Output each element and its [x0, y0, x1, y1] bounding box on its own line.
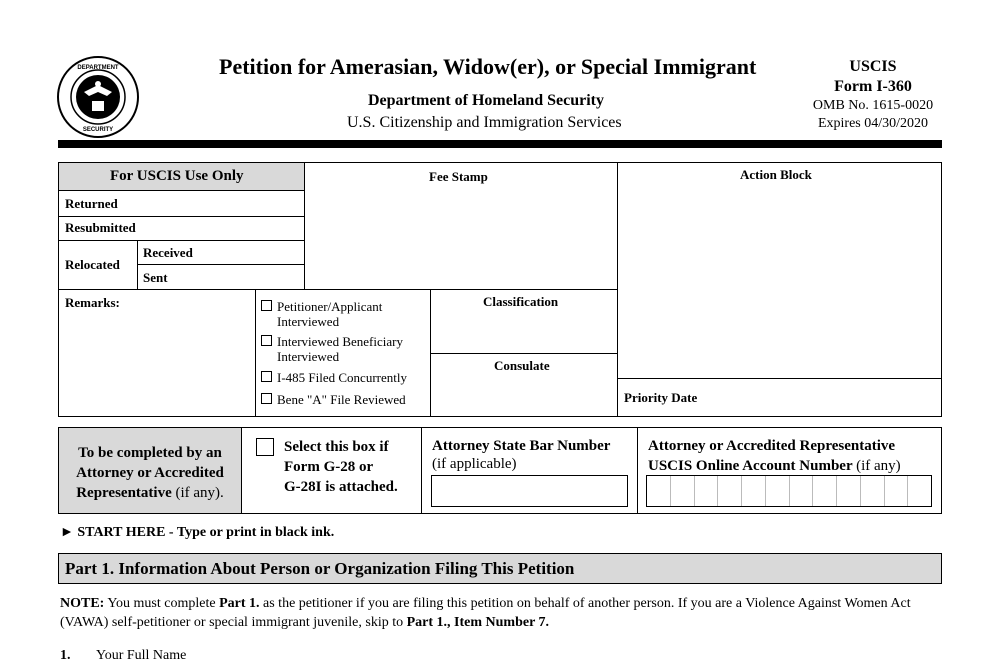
check-label: Bene "A" File Reviewed: [277, 392, 406, 407]
agency-name: U.S. Citizenship and Immigration Services: [347, 114, 622, 131]
divider: [58, 289, 305, 290]
part1-heading: Part 1. Information About Person or Organization Filing This Petition: [58, 553, 942, 584]
attorney-intro-paren: (if any).: [175, 485, 224, 501]
g28-attached-checkbox[interactable]: [256, 438, 274, 456]
bar-number-label: Attorney State Bar Number: [432, 438, 611, 454]
header-rule: [58, 140, 942, 148]
divider: [137, 240, 138, 290]
start-here-instruction: ► START HERE - Type or print in black ink.: [60, 525, 335, 540]
item-label: Your Full Name: [96, 648, 187, 663]
use-only-heading: For USCIS Use Only: [110, 168, 244, 184]
item-1: [60, 648, 186, 664]
check-label-cont: Interviewed: [277, 349, 340, 364]
divider: [304, 289, 618, 290]
interviewed-beneficiary-checkbox[interactable]: [261, 334, 403, 364]
received-label: Received: [143, 245, 193, 260]
check-label-cont: Interviewed: [277, 314, 340, 329]
department-name: Department of Homeland Security: [368, 92, 604, 109]
attorney-intro-line: [58, 483, 242, 503]
note-text: as the petitioner if you are filing this petition on behalf of another person. If you are a Violence Against Women Act (VAWA) self-petitioner or special immigrant juvenile, skip to: [60, 596, 911, 630]
interviewed-checkbox[interactable]: [261, 299, 382, 329]
returned-label: Returned: [65, 196, 118, 211]
dhs-seal-icon: [57, 56, 139, 138]
form-title: Petition for Amerasian, Widow(er), or Special Immigrant: [219, 54, 757, 79]
select-line: G-28I is attached.: [284, 479, 398, 495]
divider: [304, 162, 305, 290]
account-number-label-2: [648, 456, 901, 476]
note-ref: Part 1.: [406, 615, 448, 630]
attorney-intro-text: Representative: [76, 485, 172, 501]
i485-filed-checkbox[interactable]: [261, 370, 407, 385]
expiration-date: Expires 04/30/2020: [817, 116, 929, 131]
relocated-label: Relocated: [65, 257, 120, 272]
svg-text:SECURITY: SECURITY: [82, 127, 114, 133]
consulate-label: Consulate: [494, 358, 550, 373]
attorney-intro-line: Attorney or Accredited: [76, 465, 224, 481]
divider: [255, 289, 256, 417]
check-label: Petitioner/Applicant: [277, 299, 383, 314]
checkbox-icon[interactable]: [261, 335, 272, 346]
remarks-label: Remarks:: [65, 295, 120, 310]
form-identifier: [790, 57, 956, 133]
action-block-label: Action Block: [740, 167, 812, 182]
check-label: I-485 Filed Concurrently: [277, 370, 407, 385]
attorney-intro: [58, 443, 242, 503]
bar-number-input[interactable]: [431, 475, 628, 507]
select-line: Select this box if: [284, 439, 389, 455]
g28-select-text: [284, 437, 398, 497]
checkbox-icon[interactable]: [261, 393, 272, 404]
note-label: NOTE:: [60, 596, 105, 611]
omb-number: OMB No. 1615-0020: [812, 98, 934, 113]
account-number-input[interactable]: [646, 475, 932, 507]
divider: [58, 240, 305, 241]
part1-note: NOTE: You must complete Part 1. as the petitioner if you are filing this petition on behalf of another person. If you are a Violence Against Women Act (VAWA) self-petitioner or special immigrant juvenile, skip to Part 1., Item Number 7.: [60, 596, 911, 630]
classification-label: Classification: [483, 294, 559, 309]
account-number-paren: (if any): [856, 458, 901, 474]
divider: [430, 353, 618, 354]
fee-stamp-label: Fee Stamp: [429, 169, 488, 184]
divider: [58, 216, 305, 217]
item-number: 1.: [60, 648, 71, 663]
checkbox-icon[interactable]: [261, 371, 272, 382]
svg-text:DEPARTMENT: DEPARTMENT: [77, 65, 119, 71]
account-number-label: Attorney or Accredited Representative: [648, 438, 896, 454]
priority-date-label: Priority Date: [624, 390, 698, 405]
divider: [637, 427, 638, 514]
divider: [421, 427, 422, 514]
a-file-reviewed-checkbox[interactable]: [261, 392, 406, 407]
divider: [137, 264, 305, 265]
divider: [617, 378, 942, 379]
bar-number-hint: (if applicable): [432, 456, 517, 472]
checkbox-icon[interactable]: [261, 300, 272, 311]
sent-label: Sent: [143, 270, 168, 285]
form-number: Form I-360: [834, 78, 912, 95]
resubmitted-label: Resubmitted: [65, 220, 136, 235]
note-ref: Part 1.: [219, 596, 260, 611]
select-line: Form G-28 or: [284, 459, 374, 475]
attorney-intro-line: To be completed by an: [78, 445, 222, 461]
agency-short: USCIS: [849, 58, 897, 75]
note-text: You must complete: [107, 596, 216, 611]
note-ref: Item Number 7.: [454, 615, 550, 630]
check-label: Interviewed Beneficiary: [277, 334, 403, 349]
account-number-text: USCIS Online Account Number: [648, 458, 853, 474]
